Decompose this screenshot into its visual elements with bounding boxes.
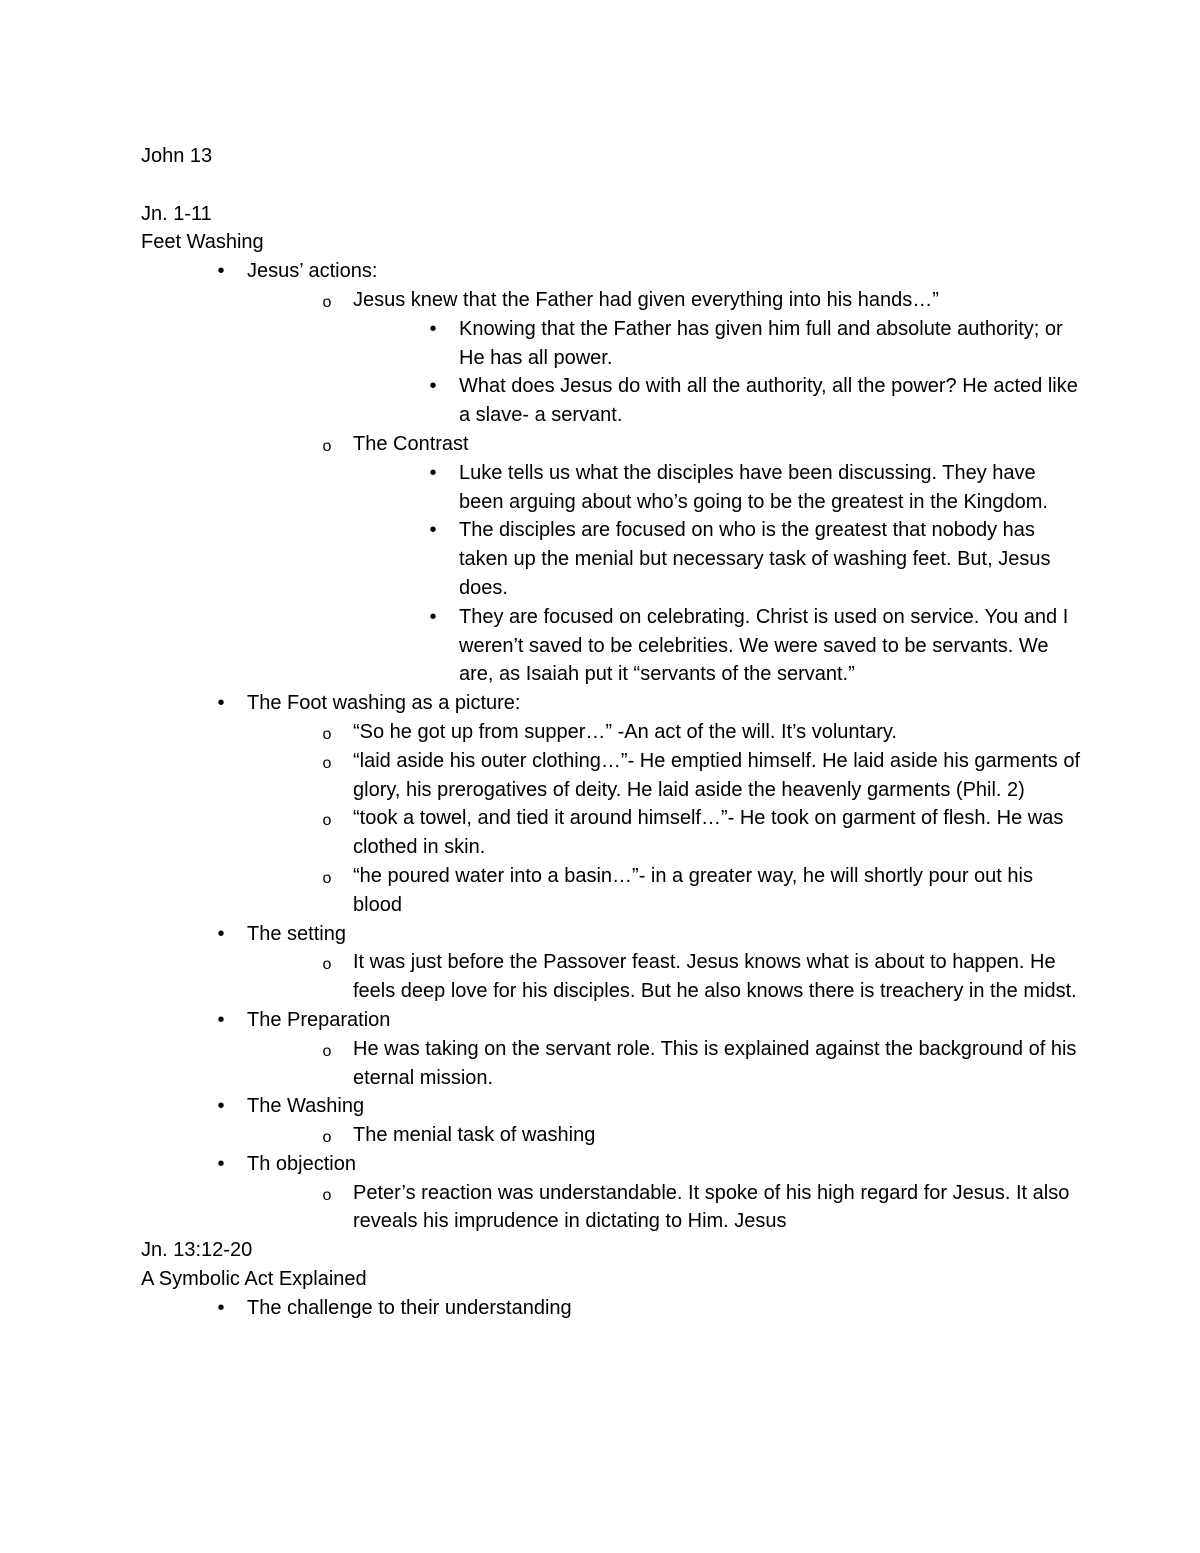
blank-line	[141, 171, 1081, 200]
sub-bullet-text: The menial task of washing	[353, 1124, 596, 1147]
sub-bullet-text: The Contrast	[353, 432, 469, 455]
sub-bullet-item	[141, 862, 1081, 920]
bullet-text: The setting	[247, 922, 346, 945]
circle-bullet-icon: o	[322, 956, 332, 974]
document-title: John 13	[141, 145, 213, 167]
sub-bullet-text: “So he got up from supper…” -An act of the will. It’s voluntary.	[353, 720, 897, 743]
bullet-item	[141, 689, 1081, 718]
bullet-text: The Washing	[247, 1095, 365, 1118]
sub-sub-bullet-item	[141, 315, 1081, 373]
bullet-dot-icon: •	[217, 260, 225, 283]
section-heading: Feet Washing	[141, 231, 264, 254]
bullet-dot-icon: •	[429, 375, 437, 398]
bullet-text: Jesus’ actions:	[247, 260, 378, 283]
sub-sub-bullet-text: The disciples are focused on who is the greatest that nobody has taken up the menial but necessary task of washing feet. But, Jesus does.	[459, 519, 1051, 599]
bullet-text: The Foot washing as a picture:	[247, 692, 521, 715]
sub-bullet-item	[141, 1179, 1081, 1237]
sub-bullet-item	[141, 286, 1081, 315]
sub-bullet-item	[141, 1035, 1081, 1093]
circle-bullet-icon: o	[322, 437, 332, 455]
bullet-dot-icon: •	[217, 1296, 225, 1319]
circle-bullet-icon: o	[322, 725, 332, 743]
bullet-dot-icon: •	[429, 605, 437, 628]
bullet-dot-icon: •	[217, 922, 225, 945]
sub-bullet-item	[141, 1121, 1081, 1150]
section-reference: Jn. 1-11	[141, 202, 212, 225]
sub-bullet-text: “he poured water into a basin…”- in a greater way, he will shortly pour out his blood	[353, 864, 1033, 916]
circle-bullet-icon: o	[322, 1186, 332, 1204]
circle-bullet-icon: o	[322, 869, 332, 887]
sub-sub-bullet-text: They are focused on celebrating. Christ is used on service. You and I weren’t saved to be celebrities. We were saved to be servants. We are, as Isaiah put it “servants of the servant.”	[459, 605, 1069, 686]
bullet-dot-icon: •	[217, 692, 225, 715]
bullet-item	[141, 257, 1081, 286]
bullet-dot-icon: •	[217, 1095, 225, 1118]
sub-bullet-text: It was just before the Passover feast. Jesus knows what is about to happen. He feels deep love for his disciples. But he also knows there is treachery in the midst.	[353, 951, 1077, 1003]
bullet-item	[141, 1092, 1081, 1121]
document-body	[141, 142, 1081, 1323]
section-reference: Jn. 13:12-20	[141, 1239, 253, 1262]
sub-bullet-text: “took a towel, and tied it around himself…”- He took on garment of flesh. He was clothed in skin.	[353, 807, 1064, 859]
sub-bullet-text: Jesus knew that the Father had given everything into his hands…”	[353, 288, 939, 311]
sub-bullet-text: “laid aside his outer clothing…”- He emptied himself. He laid aside his garments of glory, his prerogatives of deity. He laid aside the heavenly garments (Phil. 2)	[353, 749, 1081, 801]
circle-bullet-icon: o	[322, 812, 332, 830]
sub-sub-bullet-text: Luke tells us what the disciples have been discussing. They have been arguing about who’s going to be the greatest in the Kingdom.	[459, 461, 1048, 513]
bullet-item	[141, 1006, 1081, 1035]
bullet-text: The Preparation	[247, 1008, 391, 1031]
bullet-text: Th objection	[247, 1152, 356, 1175]
bullet-dot-icon: •	[429, 461, 437, 484]
sub-bullet-text: He was taking on the servant role. This is explained against the background of his eternal mission.	[353, 1037, 1077, 1089]
sub-sub-bullet-text: What does Jesus do with all the authority, all the power? He acted like a slave- a servant.	[459, 375, 1078, 427]
bullet-item	[141, 1294, 1081, 1323]
bullet-item	[141, 1150, 1081, 1179]
bullet-dot-icon: •	[217, 1008, 225, 1031]
bullet-dot-icon: •	[429, 519, 437, 542]
circle-bullet-icon: o	[322, 1129, 332, 1147]
sub-sub-bullet-item	[141, 516, 1081, 602]
circle-bullet-icon: o	[322, 1042, 332, 1060]
sub-bullet-item	[141, 430, 1081, 459]
sub-bullet-item	[141, 804, 1081, 862]
bullet-item	[141, 920, 1081, 949]
sub-sub-bullet-item	[141, 372, 1081, 430]
sub-sub-bullet-text: Knowing that the Father has given him full and absolute authority; or He has all power.	[459, 317, 1063, 369]
section-heading: A Symbolic Act Explained	[141, 1268, 367, 1291]
bullet-text: The challenge to their understanding	[247, 1296, 572, 1319]
sub-sub-bullet-item	[141, 459, 1081, 517]
bullet-dot-icon: •	[429, 317, 437, 340]
sub-bullet-item	[141, 948, 1081, 1006]
circle-bullet-icon: o	[322, 754, 332, 772]
sub-sub-bullet-item	[141, 603, 1081, 689]
circle-bullet-icon: o	[322, 293, 332, 311]
bullet-dot-icon: •	[217, 1152, 225, 1175]
sub-bullet-text: Peter’s reaction was understandable. It spoke of his high regard for Jesus. It also reveals his imprudence in dictating to Him. Jesus	[353, 1181, 1070, 1233]
sub-bullet-item	[141, 747, 1081, 805]
sub-bullet-item	[141, 718, 1081, 747]
